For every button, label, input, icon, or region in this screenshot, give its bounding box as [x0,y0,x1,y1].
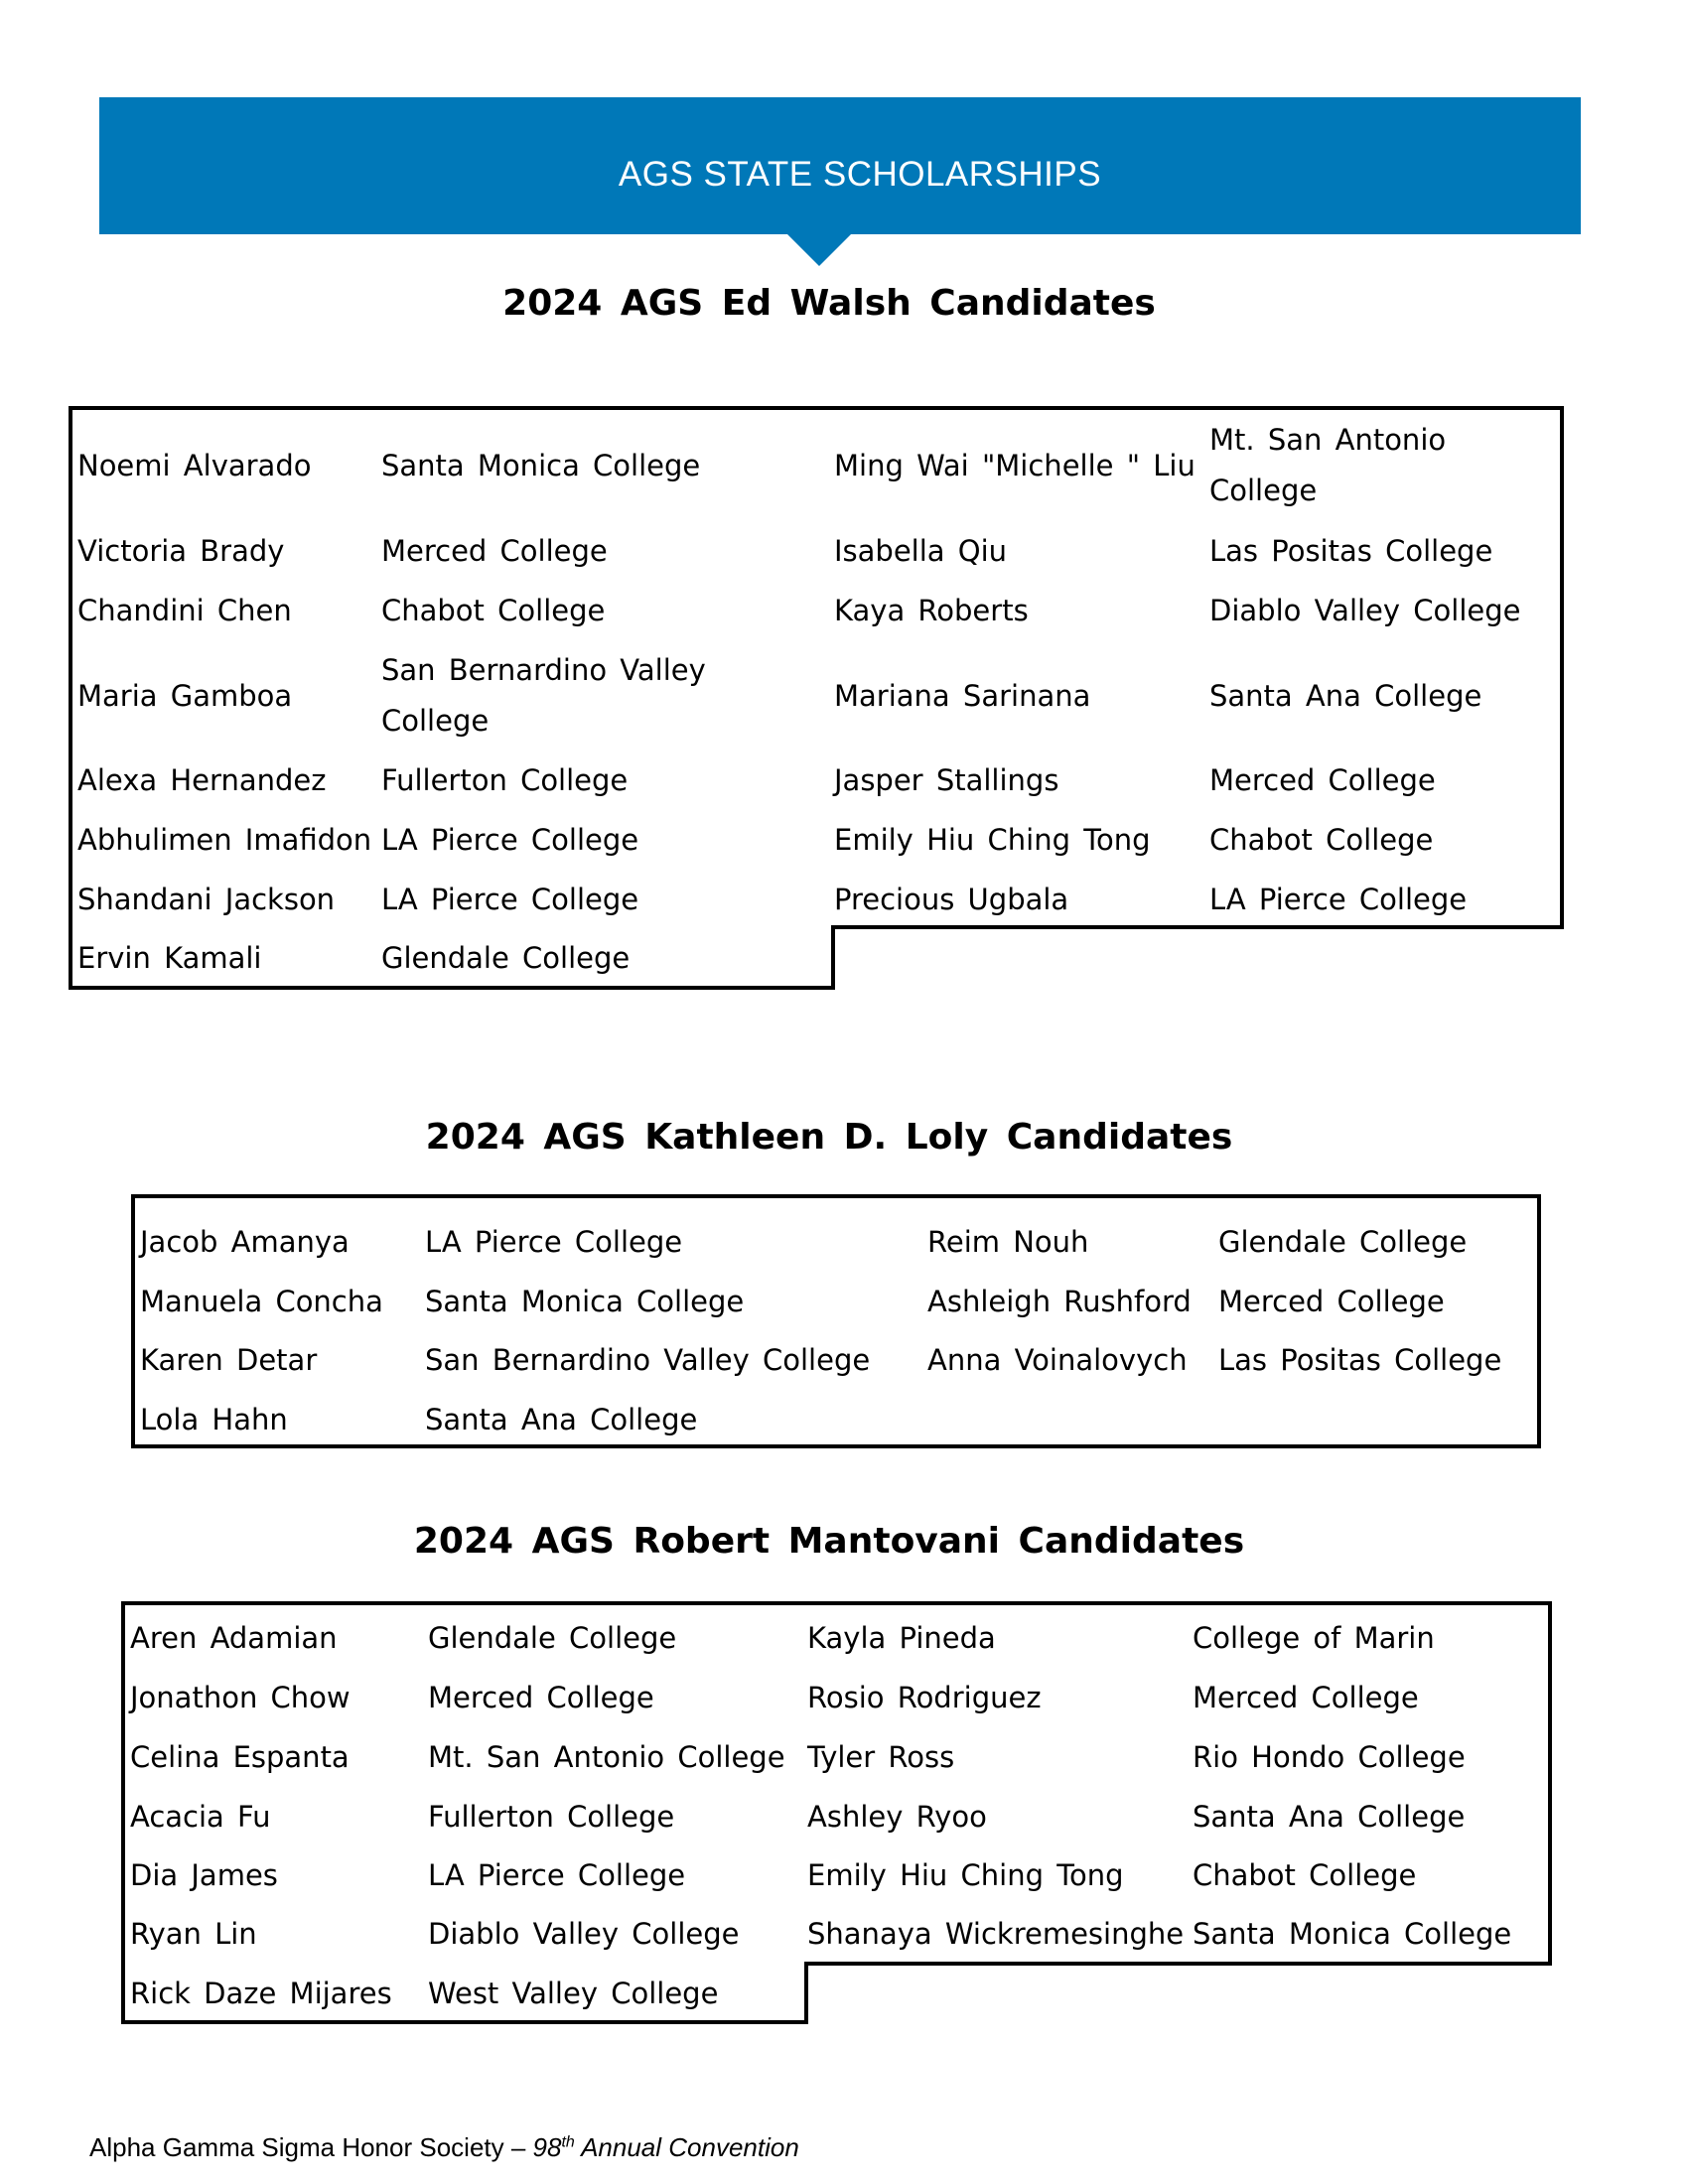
candidate-college: Santa Ana College [425,1403,698,1436]
candidate-name: Shandani Jackson [77,883,336,916]
candidate-name: Ashley Ryoo [807,1800,987,1834]
candidate-name: Dia James [130,1858,278,1892]
candidate-college: Merced College [428,1681,654,1714]
candidate-name: Ervin Kamali [77,941,262,975]
candidate-college: Glendale College [428,1621,677,1655]
footer-event: Annual Convention [574,2132,799,2162]
candidate-college: Mt. San Antonio College [1209,423,1447,507]
walsh-section-title: 2024 AGS Ed Walsh Candidates [502,283,1156,324]
candidate-name: Rosio Rodriguez [807,1681,1042,1714]
candidate-name: Celina Espanta [130,1740,350,1774]
candidate-college: Merced College [1209,763,1436,797]
candidate-college: Chabot College [1193,1858,1417,1892]
candidate-college: Merced College [1193,1681,1419,1714]
candidate-name: Precious Ugbala [834,883,1069,916]
candidate-college: Merced College [381,534,608,568]
candidate-college: Santa Monica College [425,1285,745,1318]
candidate-college: Las Positas College [1218,1343,1502,1377]
candidate-college: Las Positas College [1209,534,1493,568]
candidate-college: Santa Ana College [1209,679,1482,713]
candidate-college: College of Marin [1193,1621,1435,1655]
candidate-name: Tyler Ross [807,1740,955,1774]
header-banner [99,97,1581,234]
candidate-college: LA Pierce College [428,1858,686,1892]
candidate-college: LA Pierce College [425,1225,683,1259]
candidate-college: Chabot College [381,594,606,627]
footer-ordinal: th [561,2133,575,2151]
candidate-name: Ming Wai "Michelle " Liu [834,449,1196,482]
candidate-college: Diablo Valley College [428,1917,740,1951]
candidate-name: Jasper Stallings [834,763,1059,797]
candidate-name: Emily Hiu Ching Tong [834,823,1151,857]
footer-number: 98 [532,2132,562,2162]
candidate-name: Ashleigh Rushford [927,1285,1192,1318]
candidate-name: Maria Gamboa [77,679,293,713]
candidate-college: San Bernardino Valley College [425,1343,871,1377]
candidate-college: Diablo Valley College [1209,594,1521,627]
candidate-name: Acacia Fu [130,1800,271,1834]
candidate-college: Mt. San Antonio College [428,1740,785,1774]
candidate-name: Jacob Amanya [140,1225,350,1259]
candidate-name: Manuela Concha [140,1285,383,1318]
candidate-college: Santa Ana College [1193,1800,1466,1834]
candidate-college: Santa Monica College [1193,1917,1512,1951]
mantovani-section-title: 2024 AGS Robert Mantovani Candidates [413,1521,1245,1562]
candidate-name: Isabella Qiu [834,534,1008,568]
candidate-college: Santa Monica College [381,449,701,482]
candidate-name: Aren Adamian [130,1621,338,1655]
candidate-name: Chandini Chen [77,594,292,627]
candidate-name: Noemi Alvarado [77,449,312,482]
candidate-name: Shanaya Wickremesinghe [807,1917,1185,1951]
candidate-college: West Valley College [428,1977,719,2010]
candidate-college: Fullerton College [381,763,629,797]
candidate-name: Kayla Pineda [807,1621,996,1655]
banner-pointer [787,234,851,266]
candidate-college: Glendale College [1218,1225,1468,1259]
candidate-name: Alexa Hernandez [77,763,327,797]
candidate-college: LA Pierce College [381,883,639,916]
candidate-name: Emily Hiu Ching Tong [807,1858,1124,1892]
candidate-college: LA Pierce College [1209,883,1468,916]
candidate-college: San Bernardino Valley College [381,653,706,738]
candidate-name: Mariana Sarinana [834,679,1091,713]
candidate-college: Glendale College [381,941,631,975]
candidate-college: Chabot College [1209,823,1434,857]
candidate-college: Rio Hondo College [1193,1740,1466,1774]
candidate-name: Victoria Brady [77,534,285,568]
candidate-college: Merced College [1218,1285,1445,1318]
candidate-name: Abhulimen Imafidon [77,823,372,857]
candidate-name: Kaya Roberts [834,594,1029,627]
candidate-name: Reim Nouh [927,1225,1089,1259]
candidate-name: Lola Hahn [140,1403,288,1436]
candidate-name: Ryan Lin [130,1917,257,1951]
candidate-name: Jonathon Chow [130,1681,351,1714]
candidate-name: Karen Detar [140,1343,318,1377]
candidate-name: Anna Voinalovych [927,1343,1188,1377]
page-footer [89,2132,799,2163]
footer-org: Alpha Gamma Sigma Honor Society – [89,2132,533,2162]
loly-section-title: 2024 AGS Kathleen D. Loly Candidates [425,1117,1233,1158]
candidate-college: LA Pierce College [381,823,639,857]
banner-title: AGS STATE SCHOLARSHIPS [618,155,1102,194]
candidate-college: Fullerton College [428,1800,675,1834]
candidate-name: Rick Daze Mijares [130,1977,392,2010]
